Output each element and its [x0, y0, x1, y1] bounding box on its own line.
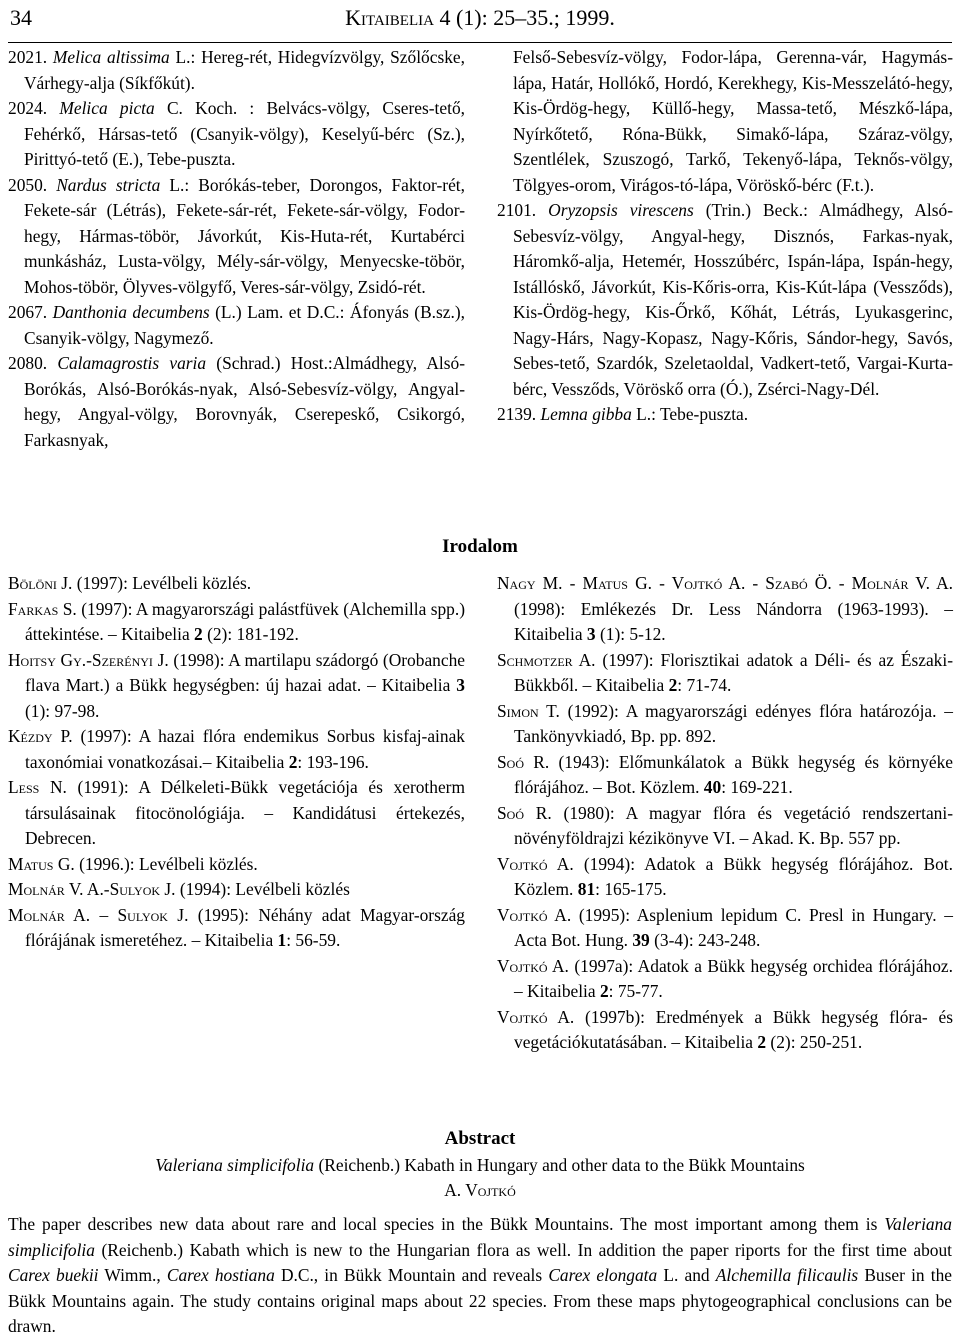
species-name: Oryzopsis virescens	[548, 200, 694, 220]
reference-text: (1997): A magyarországi palástfüvek (Alchemilla spp.) áttekintése. – Kitaibelia	[25, 598, 465, 644]
reference-author: Matus G.	[8, 853, 75, 874]
reference-author: Less N.	[8, 777, 67, 797]
reference-volume: 81	[577, 879, 596, 899]
species-entry: 2021. Melica altissima L.: Hereg-rét, Hidegvízvölgy, Szőlőcske, Várhegy-alja (Síkfőkút).	[8, 47, 465, 93]
reference-text: (1992): A magyarországi edényes flóra határozója. – Tankönyvkiadó, Bp. pp. 892.	[514, 700, 953, 746]
reference-item	[497, 801, 953, 852]
reference-pages: : 56-59.	[286, 930, 341, 950]
references-heading: Irodalom	[442, 536, 518, 557]
species-name: Melica altissima	[52, 47, 170, 67]
journal-citation	[8, 5, 952, 31]
reference-volume: 2	[757, 1032, 767, 1052]
reference-text: (1998): Emlékezés Dr. Less Nándorra (1963-1993). – Kitaibelia	[514, 598, 953, 644]
reference-author: Schmotzer A.	[497, 649, 596, 670]
reference-item	[8, 852, 465, 878]
reference-item	[497, 852, 953, 903]
reference-item	[497, 571, 953, 648]
reference-author: Kézdy P.	[8, 726, 73, 746]
reference-pages: : 193-196.	[297, 751, 369, 772]
reference-item	[8, 724, 465, 775]
reference-text: (1995): Néhány adat Magyar-ország flórájának ismeretéhez. – Kitaibelia	[25, 904, 465, 950]
reference-text: (1994): Levélbeli közlés	[175, 879, 350, 899]
reference-text: (1997a): Adatok a Bükk hegység orchidea flórájához. – Kitaibelia	[514, 955, 953, 1001]
species-entry: 2050. Nardus stricta L.: Borókás-teber, Dorongos, Faktor-rét, Fekete-sár (Létrás), Fekete-sár-rét, Fekete-sár-völgy, Fodor-hegy, Hármas-töbör, Jávorkút, Kis-Huta-rét, Kurtabérci munkásház, Lusta-völgy, Mély-sár-völgy, Menyecske-töbör, Mohos-töbör, Ölyves-völgyfő, Veres-sár-völgy, Zsidó-rét.	[8, 174, 465, 297]
reference-item	[8, 597, 465, 648]
journal-issue: 4 (1): 25–35.; 1999.	[433, 5, 615, 30]
abstract-text: (Reichenb.) Kabath which is new to the Hungarian flora as well. In addition the paper riports for the first time about	[94, 1239, 952, 1260]
reference-volume: 3	[586, 624, 596, 644]
species-name: Melica picta	[59, 98, 155, 118]
reference-volume: 2	[599, 981, 609, 1001]
reference-author: Molnár V. A.-Sulyok J.	[8, 879, 176, 899]
reference-text: (1995): Asplenium lepidum C. Presl in Hungary. – Acta Bot. Hung.	[514, 904, 953, 950]
reference-item	[497, 648, 953, 699]
journal-name: Kitaibelia	[345, 5, 434, 30]
species-name: Danthonia decumbens	[52, 302, 210, 322]
reference-pages: : 75-77.	[608, 981, 663, 1001]
abstract-species-name: Carex elongata	[548, 1265, 658, 1285]
reference-item	[8, 903, 465, 954]
reference-author: Soó R.	[497, 802, 552, 823]
page-number: 34	[10, 5, 32, 30]
reference-volume: 40	[703, 777, 722, 797]
references-right	[497, 571, 953, 1056]
reference-item	[8, 877, 465, 903]
reference-text: (1997): A hazai flóra endemikus Sorbus kisfaj-ainak taxonómiai vonatkozásai.– Kitaibelia	[25, 726, 466, 772]
reference-volume: 3	[456, 675, 465, 695]
abstract-species-name: Alchemilla filicaulis	[715, 1265, 859, 1285]
reference-item	[497, 954, 953, 1005]
reference-text: (1996.): Levélbeli közlés.	[74, 853, 258, 874]
reference-text: (1998): A martilapu szádorgó (Orobanche flava Mart.) a Bükk hegységben: új hazai adat. – Kitaibelia	[25, 649, 465, 695]
species-entry-continuation: Felső-Sebesvíz-völgy, Fodor-lápa, Gerenna-vár, Hagymás-lápa, Határ, Hollókő, Hordó, Kerekhegy, Kis-Messzelátó-hegy, Kis-Ördög-hegy, Küllő-hegy, Massa-tető, Mészkő-lápa, Nyírkőtető, Róna-Bükk, Simakő-lápa, Száraz-völgy, Szentlélek, Szuszogó, Tarkő, Tekenyő-lápa, Teknős-völgy, Tölgyes-orom, Virágos-tó-lápa, Vöröskő-bérc (F.t.).	[513, 47, 953, 195]
reference-item	[8, 571, 465, 597]
reference-text: (1997): Levélbeli közlés.	[72, 573, 252, 593]
abstract-text: The paper describes new data about rare and local species in the Bükk Mountains. The most important among them is	[8, 1214, 885, 1234]
reference-item	[8, 648, 465, 725]
abstract-species-name: Carex buekii	[8, 1265, 99, 1285]
reference-volume: 39	[632, 930, 650, 950]
species-name: Nardus stricta	[56, 174, 161, 195]
reference-item	[497, 699, 953, 750]
abstract-title: Valeriana simplicifolia (Reichenb.) Kabath in Hungary and other data to the Bükk Mountains A. Vojtkó	[0, 1153, 960, 1203]
reference-author: Vojtkó A.	[497, 853, 574, 874]
reference-item	[8, 775, 465, 852]
species-entry: 2080. Calamagrostis varia (Schrad.) Host.:Almádhegy, Alsó-Borókás, Alsó-Borókás-nyak, Alsó-Sebesvíz-völgy, Angyal-hegy, Angyal-völgy, Borovnyák, Cserepeskő, Csikorgó, Farkasnyak,	[8, 353, 465, 450]
reference-pages: (1): 97-98.	[25, 700, 100, 721]
reference-text: (1997): Florisztikai adatok a Déli- és az Északi-Bükkből. – Kitaibelia	[514, 649, 954, 695]
reference-author: Simon T.	[497, 700, 560, 721]
abstract-species-name: Carex hostiana	[166, 1265, 275, 1285]
left-column	[8, 45, 465, 453]
reference-volume: 2	[668, 675, 678, 695]
reference-author: Hoitsy Gy.-Szerényi J.	[8, 649, 169, 670]
abstract-text: D.C., in Bükk Mountain and reveals	[274, 1265, 549, 1285]
abstract-species-name: Valeriana simplicifolia	[8, 1214, 952, 1260]
reference-author: Vojtkó A.	[497, 904, 572, 925]
reference-volume: 2	[194, 624, 203, 644]
reference-text: (1994): Adatok a Bükk hegység flórájához. Bot. Közlem.	[514, 853, 953, 899]
abstract-text: Wimm.,	[98, 1265, 167, 1285]
reference-text: (1991): A Délkeleti-Bükk vegetációja és xerotherm társulásainak fitocönológiája. – Kandidátusi értekezés, Debrecen.	[25, 777, 465, 848]
abstract-heading: Abstract	[444, 1128, 516, 1149]
reference-author: Molnár A. – Sulyok J.	[8, 904, 189, 925]
reference-author: Nagy M. - Matus G. - Vojtkó A. - Szabó Ö. - Molnár V. A.	[497, 573, 953, 593]
reference-author: Soó R.	[497, 751, 550, 772]
species-entry: 2101. Oryzopsis virescens (Trin.) Beck.: Almádhegy, Alsó-Sebesvíz-völgy, Angyal-hegy, Disznós, Farkas-nyak, Háromkő-alja, Hetemér, Hosszúbérc, Ispán-lápa, Ispán-hegy, Istállóskő, Jávorkút, Kis-Kőris-orra, Kis-Kút-lápa (Vessződs), Kis-Ördög-hegy, Kis-Őrkő, Kőhát, Létrás, Lyukasgerinc, Nagy-Hárs, Nagy-Kopasz, Nagy-Kőris, Sándor-hegy, Savós, Sebes-tető, Szardók, Szeletaoldal, Vadkert-tető, Vargai-Kurta-bérc, Vessződs, Vöröskő orra (Ó.), Zsérci-Nagy-Dél.	[497, 200, 953, 399]
right-column	[497, 45, 953, 428]
reference-pages: : 165-175.	[595, 879, 667, 899]
reference-author: Farkas S.	[8, 598, 77, 619]
reference-author: Vojtkó A.	[497, 1006, 575, 1027]
species-name: Calamagrostis varia	[57, 353, 207, 373]
reference-volume: 1	[277, 930, 287, 950]
reference-pages: : 71-74.	[677, 675, 732, 695]
reference-pages: (3-4): 243-248.	[649, 930, 761, 950]
reference-text: (1943): Előmunkálatok a Bükk hegység és környéke flórájához. – Bot. Közlem.	[514, 751, 953, 797]
abstract-text: L. and	[657, 1265, 716, 1285]
reference-author: Bölöni J.	[8, 573, 73, 593]
species-name: Lemna gibba	[540, 404, 632, 424]
species-entry: 2139. Lemna gibba L.: Tebe-puszta.	[497, 404, 749, 424]
species-entry: 2067. Danthonia decumbens (L.) Lam. et D.C.: Áfonyás (B.sz.), Csanyik-völgy, Nagymező.	[8, 302, 465, 348]
reference-pages: (1): 5-12.	[595, 624, 666, 644]
reference-item	[497, 1005, 953, 1056]
reference-item	[497, 750, 953, 801]
reference-item	[497, 903, 953, 954]
reference-pages: (2): 181-192.	[202, 624, 299, 644]
species-entry: 2024. Melica picta C. Koch. : Belvács-völgy, Cseres-tető, Fehérkő, Hársas-tető (Csanyik-völgy), Keselyű-bérc (Sz.), Pirittyó-tető (E.), Tebe-puszta.	[8, 98, 465, 169]
abstract-body	[8, 1212, 952, 1340]
reference-text: (1980): A magyar flóra és vegetáció rendszertani- növényföldrajzi kézikönyve VI. – Akad. K. Bp. 557 pp.	[514, 802, 953, 848]
abstract-author: A. Vojtkó	[444, 1180, 516, 1200]
reference-text: (1997b): Eredmények a Bükk hegység flóra- és vegetációkutatásában. – Kitaibelia	[514, 1006, 953, 1052]
reference-pages: : 169-221.	[721, 777, 793, 797]
abstract-species: Valeriana simplicifolia	[155, 1155, 315, 1175]
reference-volume: 2	[288, 751, 298, 772]
references-left	[8, 571, 465, 954]
reference-pages: (2): 250-251.	[766, 1032, 863, 1052]
page-header	[8, 0, 952, 43]
reference-author: Vojtkó A.	[497, 955, 569, 976]
abstract-text: Buser in the Bükk Mountains again. The study contains original maps about 22 species. From these maps phytogeographical conclusions can be drawn.	[8, 1265, 953, 1336]
